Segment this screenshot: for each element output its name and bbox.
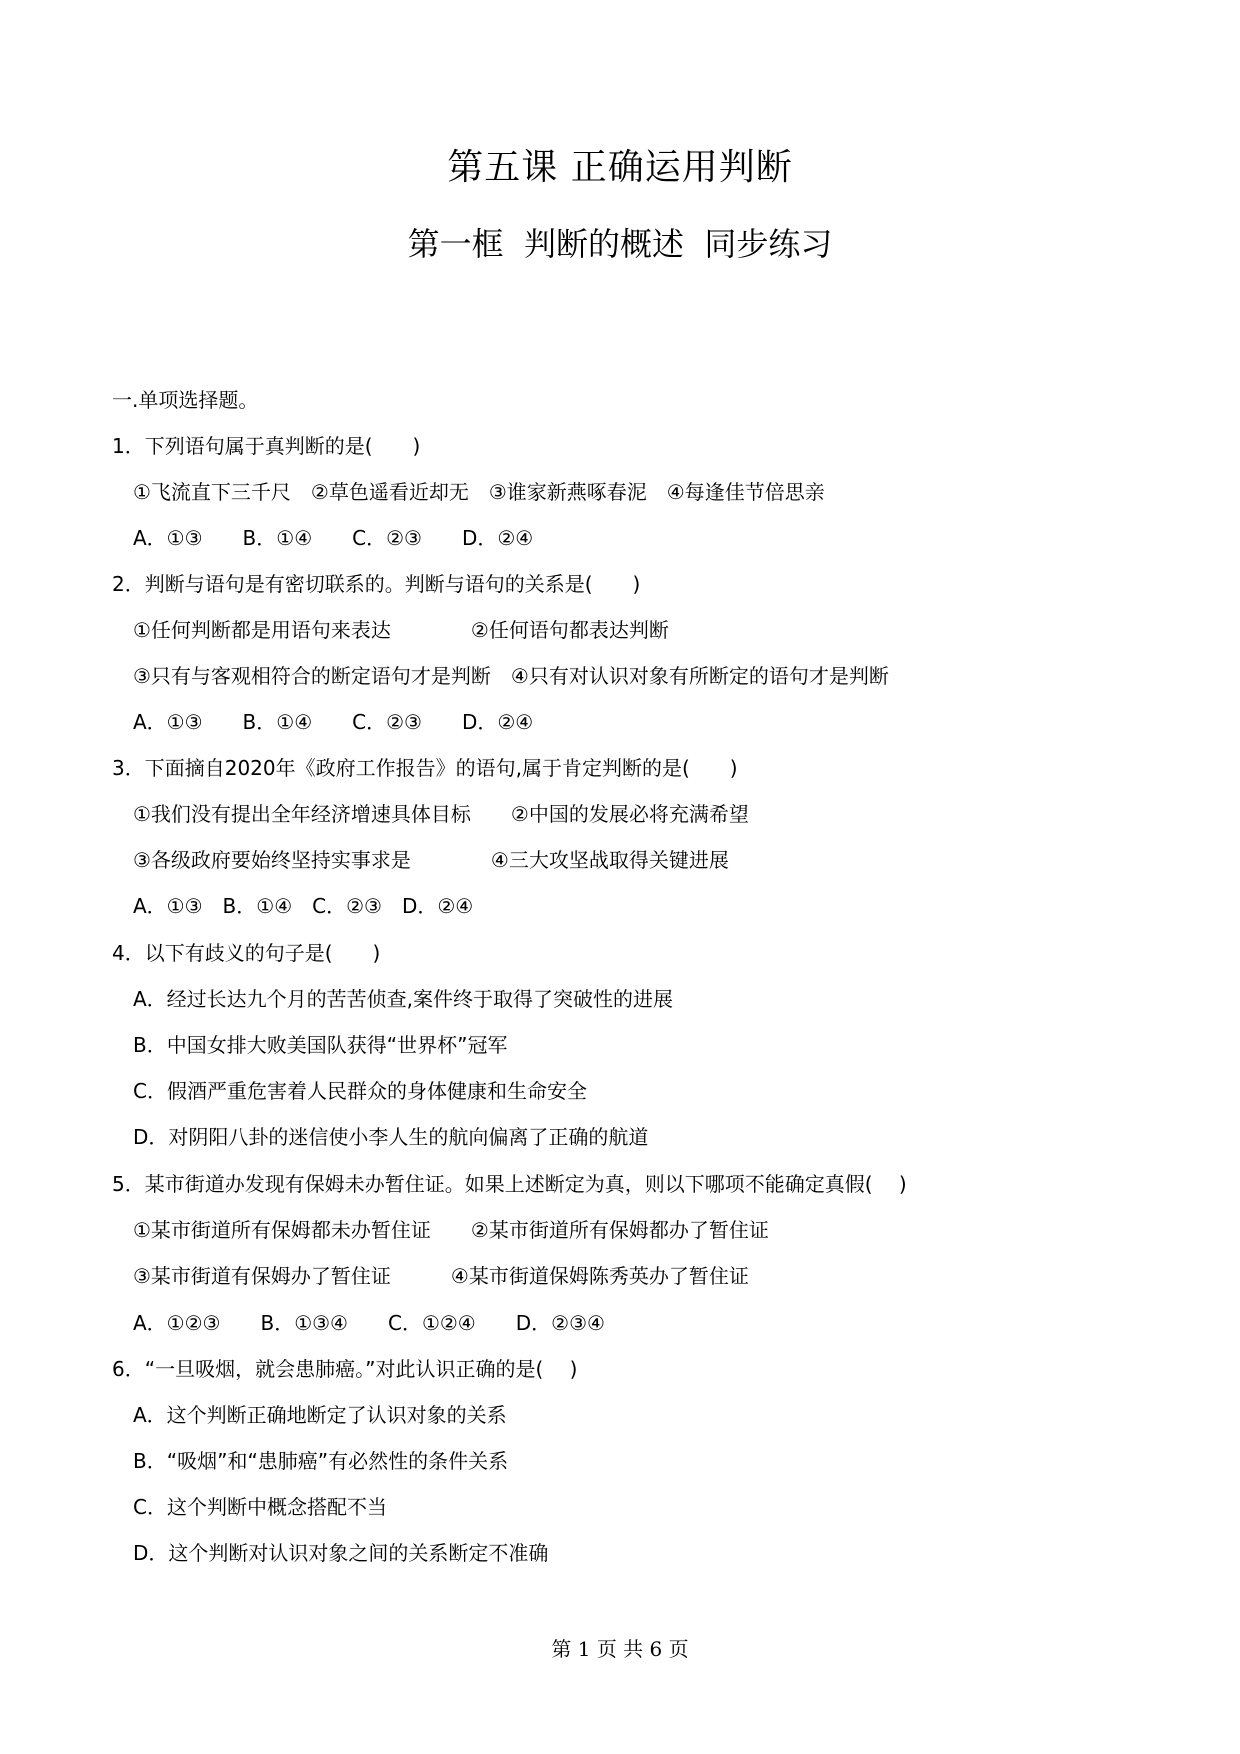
question-4-option-a: A．经过长达九个月的苦苦侦查,案件终于取得了突破性的进展 <box>133 987 674 1011</box>
question-5-statements-a: ①某市街道所有保姆都未办暂住证 ②某市街道所有保姆都办了暂住证 <box>133 1218 769 1242</box>
question-6-option-b: B．“吸烟”和“患肺癌”有必然性的条件关系 <box>133 1449 509 1473</box>
question-5-stem: 5．某市街道办发现有保姆未办暂住证。如果上述断定为真，则以下哪项不能确定真假( ) <box>112 1172 907 1196</box>
question-4-option-c: C．假酒严重危害着人民群众的身体健康和生命安全 <box>133 1079 587 1103</box>
question-1-stem: 1．下列语句属于真判断的是( ) <box>112 434 421 458</box>
question-6-stem: 6．“一旦吸烟，就会患肺癌。”对此认识正确的是( ) <box>112 1357 578 1381</box>
question-4-option-d: D．对阴阳八卦的迷信使小李人生的航向偏离了正确的航道 <box>133 1125 649 1149</box>
question-3-stem: 3．下面摘自2020年《政府工作报告》的语句,属于肯定判断的是( ) <box>112 756 738 780</box>
section-heading: 一.单项选择题。 <box>112 388 259 412</box>
question-3-statements-b: ③各级政府要始终坚持实事求是 ④三大攻坚战取得关键进展 <box>133 848 729 872</box>
page-footer: 第 1 页 共 6 页 <box>551 1637 689 1661</box>
question-3-statements-a: ①我们没有提出全年经济增速具体目标 ②中国的发展必将充满希望 <box>133 802 749 826</box>
question-5-choices: A．①②③ B．①③④ C．①②④ D．②③④ <box>133 1311 605 1335</box>
question-6-option-a: A．这个判断正确地断定了认识对象的关系 <box>133 1403 507 1427</box>
question-4-option-b: B．中国女排大败美国队获得“世界杯”冠军 <box>133 1033 508 1057</box>
question-5-statements-b: ③某市街道有保姆办了暂住证 ④某市街道保姆陈秀英办了暂住证 <box>133 1264 749 1288</box>
question-3-choices: A．①③ B．①④ C．②③ D．②④ <box>133 894 474 918</box>
question-1-statements: ①飞流直下三千尺 ②草色遥看近却无 ③谁家新燕啄春泥 ④每逢佳节倍思亲 <box>133 480 825 504</box>
page-subtitle: 第一框 判断的概述 同步练习 <box>407 225 833 263</box>
question-6-option-d: D．这个判断对认识对象之间的关系断定不准确 <box>133 1541 549 1565</box>
question-6-option-c: C．这个判断中概念搭配不当 <box>133 1495 387 1519</box>
question-1-choices: A．①③ B．①④ C．②③ D．②④ <box>133 526 534 550</box>
question-2-statements-a: ①任何判断都是用语句来表达 ②任何语句都表达判断 <box>133 618 669 642</box>
question-2-statements-b: ③只有与客观相符合的断定语句才是判断 ④只有对认识对象有所断定的语句才是判断 <box>133 664 889 688</box>
question-4-stem: 4．以下有歧义的句子是( ) <box>112 941 381 965</box>
page-title: 第五课 正确运用判断 <box>447 147 793 188</box>
question-2-stem: 2．判断与语句是有密切联系的。判断与语句的关系是( ) <box>112 572 641 596</box>
question-2-choices: A．①③ B．①④ C．②③ D．②④ <box>133 710 534 734</box>
